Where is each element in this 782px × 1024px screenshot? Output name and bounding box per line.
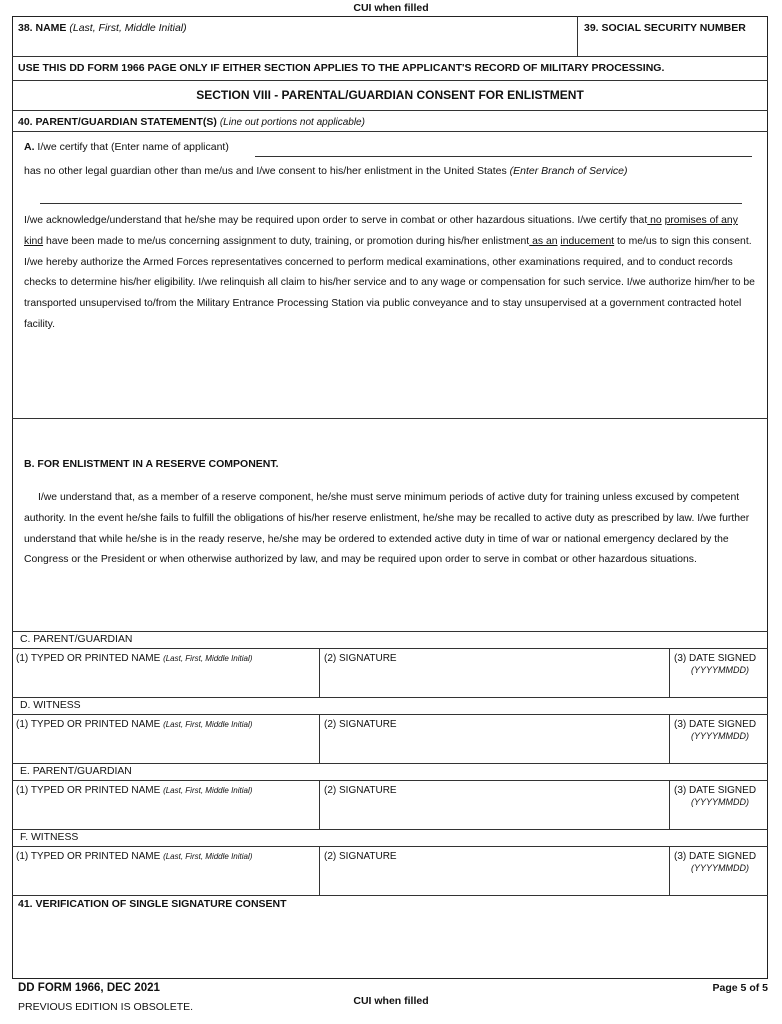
divider bbox=[319, 846, 320, 895]
date-format-hint: (YYYYMMDD) bbox=[691, 863, 749, 873]
form-id: DD FORM 1966, DEC 2021 bbox=[18, 982, 160, 994]
block-title: E. PARENT/GUARDIAN bbox=[20, 766, 132, 777]
divider bbox=[12, 829, 768, 830]
part-a-certify bbox=[24, 141, 229, 153]
divider bbox=[12, 56, 768, 57]
ssn-input[interactable] bbox=[584, 36, 764, 54]
name-label-text: (1) TYPED OR PRINTED NAME bbox=[16, 851, 161, 862]
divider bbox=[319, 780, 320, 829]
date-signed-input[interactable] bbox=[674, 743, 764, 761]
divider bbox=[12, 631, 768, 632]
signature-input[interactable] bbox=[324, 866, 664, 890]
divider bbox=[12, 80, 768, 81]
signature-input[interactable] bbox=[324, 800, 664, 824]
date-format-hint: (YYYYMMDD) bbox=[691, 731, 749, 741]
acknowledgement-paragraph bbox=[24, 211, 756, 336]
section-title: SECTION VIII - PARENTAL/GUARDIAN CONSENT FOR ENLISTMENT bbox=[196, 88, 584, 102]
printed-name-label bbox=[16, 719, 252, 730]
signature-input[interactable] bbox=[324, 734, 664, 758]
name-hint: (Last, First, Middle Initial) bbox=[163, 852, 253, 861]
divider bbox=[669, 846, 670, 895]
name-hint: (Last, First, Middle Initial) bbox=[163, 654, 253, 663]
ack-underline-promises: promises of any kind bbox=[24, 215, 738, 247]
ack-underline-no: no bbox=[647, 215, 662, 226]
item-38-hint: (Last, First, Middle Initial) bbox=[69, 22, 187, 34]
block-title: C. PARENT/GUARDIAN bbox=[20, 634, 133, 645]
divider bbox=[577, 16, 578, 56]
signature-input[interactable] bbox=[324, 668, 664, 692]
printed-name-input[interactable] bbox=[16, 800, 316, 824]
applicant-name-input[interactable] bbox=[255, 138, 752, 156]
ack-text-1: I/we acknowledge/understand that he/she may be required upon order to serve in combat or other hazardous situations. I/we certify that bbox=[24, 215, 648, 226]
divider bbox=[12, 895, 768, 896]
page-number: Page 5 of 5 bbox=[712, 982, 768, 994]
printed-name-label bbox=[16, 851, 252, 862]
ack-underline-inducement: inducement bbox=[560, 235, 615, 247]
divider bbox=[12, 418, 768, 419]
item-41-label: 41. VERIFICATION OF SINGLE SIGNATURE CONSENT bbox=[18, 898, 287, 910]
ack-underline-as-an: as an bbox=[529, 235, 558, 247]
printed-name-label bbox=[16, 785, 252, 796]
printed-name-input[interactable] bbox=[16, 668, 316, 692]
block-title: D. WITNESS bbox=[20, 700, 81, 711]
divider bbox=[12, 780, 768, 781]
divider bbox=[12, 763, 768, 764]
divider bbox=[12, 131, 768, 132]
divider bbox=[12, 648, 768, 649]
name-hint: (Last, First, Middle Initial) bbox=[163, 786, 253, 795]
printed-name-input[interactable] bbox=[16, 866, 316, 890]
date-format-hint: (YYYYMMDD) bbox=[691, 665, 749, 675]
signature-label: (2) SIGNATURE bbox=[324, 719, 397, 730]
name-label-text: (1) TYPED OR PRINTED NAME bbox=[16, 653, 161, 664]
ack-text-3: to me/us to sign this consent. I/we hereby authorize the Armed Forces representatives concerned to perform medical examinations, other examinations required, and to conduct records checks to determine his/her eligibility. I/we relinquish all claim to his/her service and to any wage or compensation for such service. I/we authorize him/her to be transported unsupervised to/from the Military Entrance Processing Station via public conveyance and to stay unsupervised at a government contracted hotel facility. bbox=[24, 235, 755, 330]
applicant-name-line bbox=[255, 156, 752, 157]
divider bbox=[12, 714, 768, 715]
divider bbox=[669, 714, 670, 763]
item-38-label: 38. NAME bbox=[18, 22, 67, 34]
branch-hint: (Enter Branch of Service) bbox=[509, 165, 628, 177]
guardian-line-text: has no other legal guardian other than me/us and I/we consent to his/her enlistment in the United States bbox=[24, 165, 507, 177]
date-signed-input[interactable] bbox=[674, 677, 764, 695]
name-hint: (Last, First, Middle Initial) bbox=[163, 720, 253, 729]
name-input[interactable] bbox=[18, 36, 574, 54]
divider bbox=[12, 110, 768, 111]
verification-input[interactable] bbox=[18, 914, 762, 974]
certify-text: I/we certify that (Enter name of applicant) bbox=[37, 141, 229, 153]
item-40-hint: (Line out portions not applicable) bbox=[219, 117, 365, 128]
divider bbox=[319, 648, 320, 697]
date-signed-input[interactable] bbox=[674, 809, 764, 827]
guardian-statement bbox=[24, 165, 628, 177]
part-a-letter: A. bbox=[24, 141, 35, 153]
name-label-text: (1) TYPED OR PRINTED NAME bbox=[16, 719, 161, 730]
printed-name-label bbox=[16, 653, 252, 664]
divider bbox=[12, 697, 768, 698]
date-format-hint: (YYYYMMDD) bbox=[691, 797, 749, 807]
part-b-title: B. FOR ENLISTMENT IN A RESERVE COMPONENT. bbox=[24, 458, 279, 470]
divider bbox=[669, 648, 670, 697]
cui-footer: CUI when filled bbox=[353, 995, 429, 1007]
use-notice: USE THIS DD FORM 1966 PAGE ONLY IF EITHER SECTION APPLIES TO THE APPLICANT'S RECORD OF MILITARY PROCESSING. bbox=[18, 62, 665, 74]
date-signed-label: (3) DATE SIGNED bbox=[674, 785, 757, 796]
branch-line bbox=[40, 203, 742, 204]
branch-input[interactable] bbox=[40, 185, 742, 203]
item-38-name-label bbox=[18, 22, 187, 34]
printed-name-input[interactable] bbox=[16, 734, 316, 758]
name-label-text: (1) TYPED OR PRINTED NAME bbox=[16, 785, 161, 796]
item-40-label bbox=[18, 116, 365, 128]
block-title: F. WITNESS bbox=[20, 832, 79, 843]
signature-label: (2) SIGNATURE bbox=[324, 785, 397, 796]
reserve-paragraph: I/we understand that, as a member of a reserve component, he/she must serve minimum periods of active duty for training unless excused by competent authority. In the event he/she fails to fulfill the obligations of his/her reserve enlistment, he/she may be recalled to active duty as prescribed by law. I/we further understand that while he/she is in the ready reserve, he/she may be ordered to extended active duty in time of war or national emergency declared by the Congress or the President or when otherwise authorized by law, and may be required upon order to serve in combat or other hazardous situations. bbox=[24, 492, 750, 566]
item-39-ssn-label: 39. SOCIAL SECURITY NUMBER bbox=[584, 22, 746, 34]
date-signed-label: (3) DATE SIGNED bbox=[674, 719, 757, 730]
signature-label: (2) SIGNATURE bbox=[324, 851, 397, 862]
divider bbox=[319, 714, 320, 763]
previous-edition-note: PREVIOUS EDITION IS OBSOLETE. bbox=[18, 1001, 194, 1013]
signature-label: (2) SIGNATURE bbox=[324, 653, 397, 664]
ack-text-2: have been made to me/us concerning assignment to duty, training, or promotion during his/her enlistment bbox=[43, 235, 530, 247]
item-40-title: 40. PARENT/GUARDIAN STATEMENT(S) bbox=[18, 116, 217, 128]
divider bbox=[669, 780, 670, 829]
cui-header: CUI when filled bbox=[353, 2, 429, 14]
divider bbox=[12, 846, 768, 847]
date-signed-label: (3) DATE SIGNED bbox=[674, 653, 757, 664]
date-signed-label: (3) DATE SIGNED bbox=[674, 851, 757, 862]
date-signed-input[interactable] bbox=[674, 875, 764, 893]
